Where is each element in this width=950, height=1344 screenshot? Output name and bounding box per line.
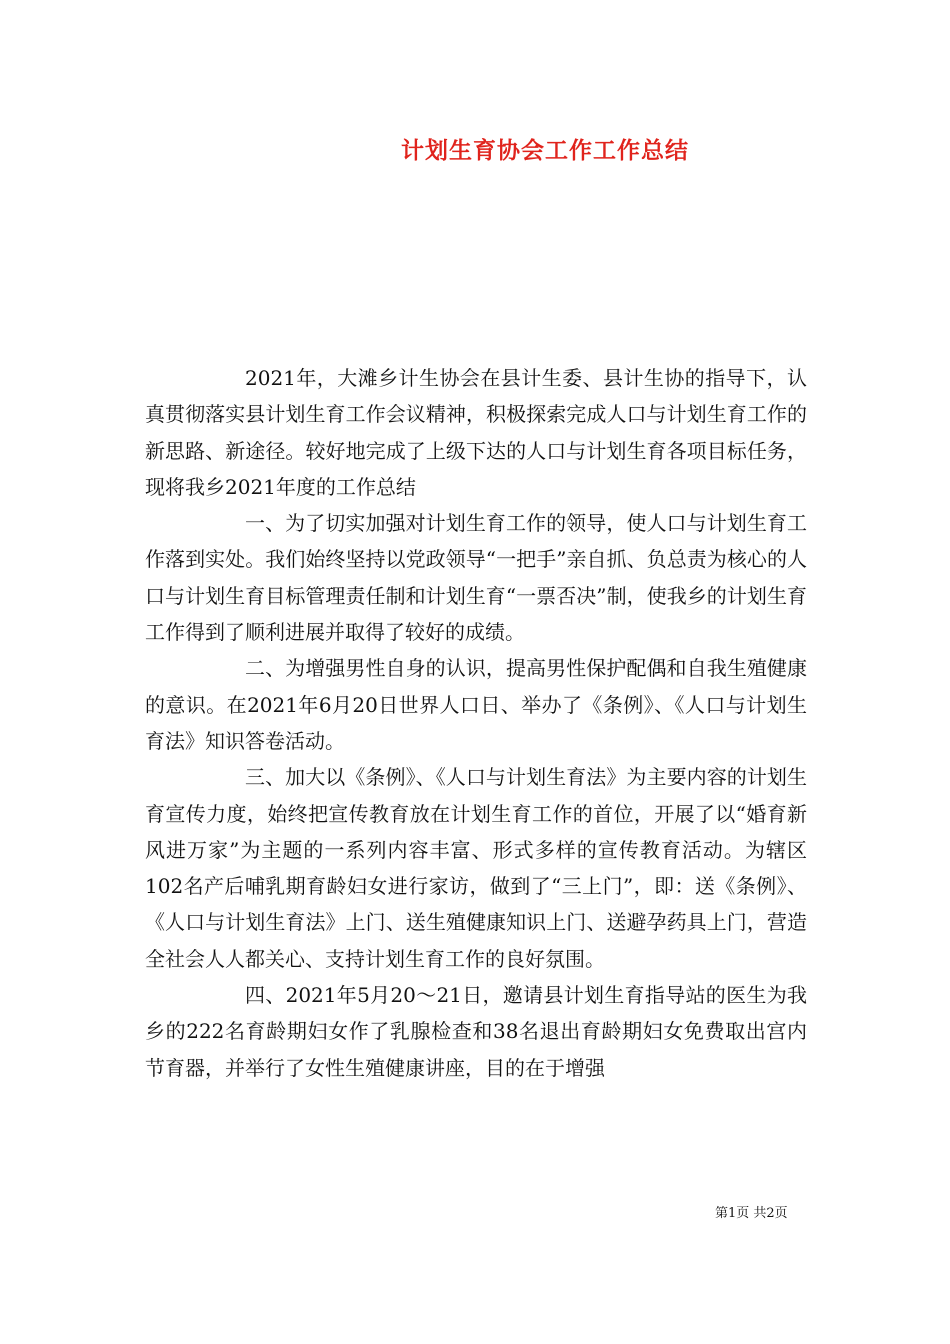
- document-title: 计划生育协会工作工作总结: [401, 137, 689, 164]
- paragraph-intro: 2021年，大滩乡计生协会在县计生委、县计生协的指导下，认真贯彻落实县计划生育工作会议精神，积极探索完成人口与计划生育工作的新思路、新途径。较好地完成了上级下达的人口与计划生育各项目标任务，现将我乡2021年度的工作总结: [145, 366, 807, 499]
- paragraph-section-2: 二、为增强男性自身的认识，提高男性保护配偶和自我生殖健康的意识。在2021年6月20日世界人口日、举办了《条例》、《人口与计划生育法》知识答卷活动。: [145, 656, 807, 753]
- page-number-footer: 第1页 共2页: [715, 1206, 788, 1221]
- paragraph-section-1: 一、为了切实加强对计划生育工作的领导，使人口与计划生育工作落到实处。我们始终坚持以党政领导“一把手”亲自抓、负总责为核心的人口与计划生育目标管理责任制和计划生育“一票否决”制，使我乡的计划生育工作得到了顺利进展并取得了较好的成绩。: [145, 511, 807, 645]
- document-body: [145, 360, 807, 1086]
- paragraph-section-4: 四、2021年5月20～21日，邀请县计划生育指导站的医生为我乡的222名育龄期妇女作了乳腺检查和38名退出育龄期妇女免费取出宫内节育器，并举行了女性生殖健康讲座，目的在于增强: [145, 983, 807, 1080]
- paragraph-section-3: 三、加大以《条例》、《人口与计划生育法》为主要内容的计划生育宣传力度，始终把宣传教育放在计划生育工作的首位，开展了以“婚育新风进万家”为主题的一系列内容丰富、形式多样的宣传教育活动。为辖区102名产后哺乳期育龄妇女进行家访，做到了“三上门”，即：送《条例》、《人口与计划生育法》上门、送生殖健康知识上门、送避孕药具上门，营造全社会人人都关心、支持计划生育工作的良好氛围。: [145, 765, 807, 971]
